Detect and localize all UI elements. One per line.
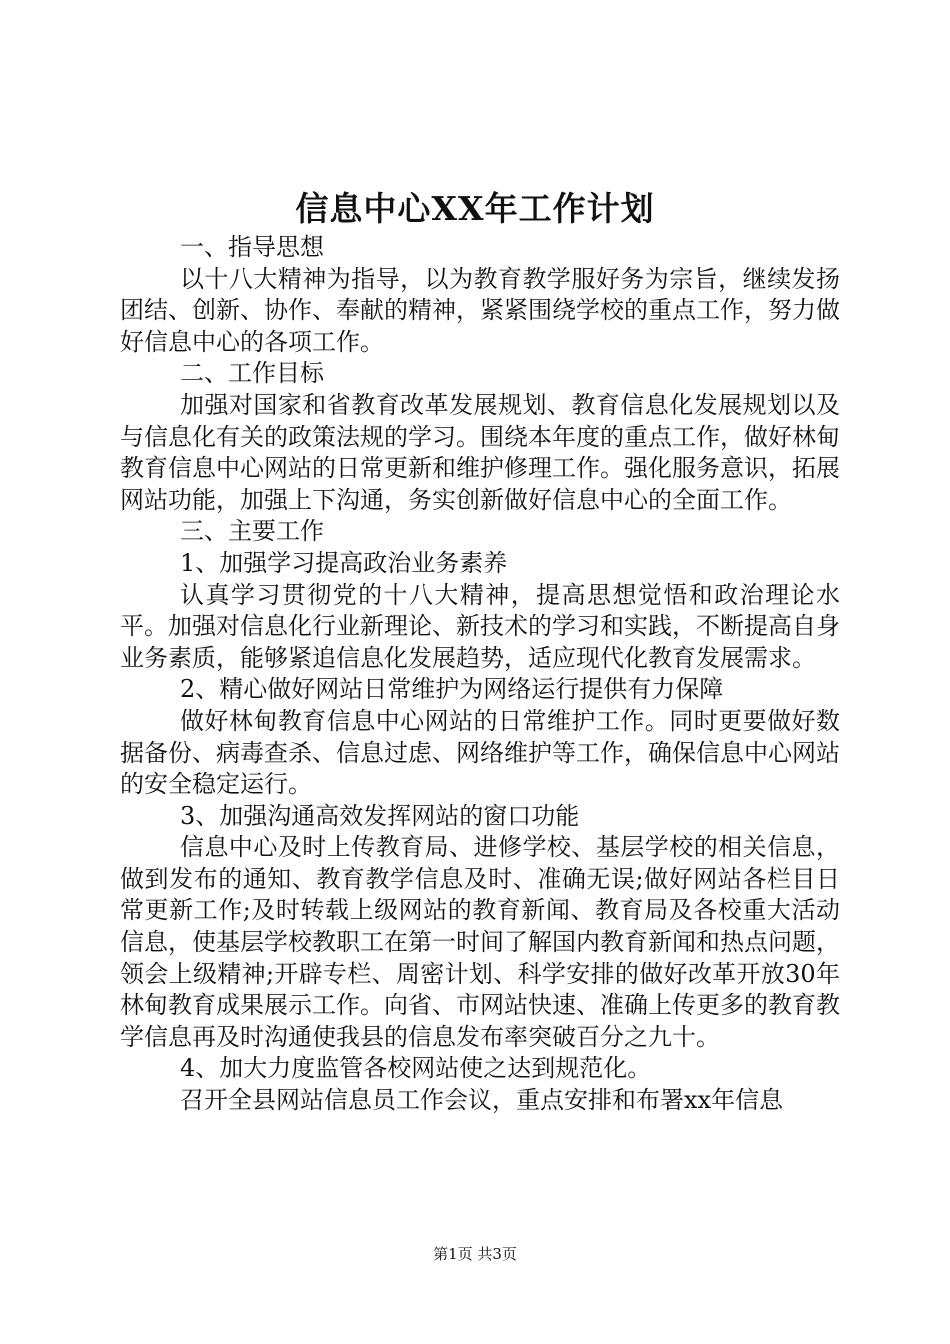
subsection-supervision [120, 1053, 840, 1116]
document-body [120, 232, 840, 1117]
subsection-heading: 3、加强沟通高效发挥网站的窗口功能 [180, 801, 580, 830]
subsection-heading: 4、加大力度监管各校网站使之达到规范化。 [180, 1054, 652, 1083]
body-paragraph: 信息中心及时上传教育局、进修学校、基层学校的相关信息，做到发布的通知、教育教学信息及时、准确无误;做好网站各栏目日常更新工作;及时转载上级网站的教育新闻、教育局及各校重大活动信息，使基层学校教职工在第一时间了解国内教育新闻和热点问题，领会上级精神;开辟专栏、周密计划、科学安排的做好改革开放30年林甸教育成果展示工作。向省、市网站快速、准确上传更多的教育教学信息再及时沟通使我县的信息发布率突破百分之九十。 [120, 833, 840, 1051]
section-heading: 一、指导思想 [180, 233, 324, 261]
body-paragraph: 认真学习贯彻党的十八大精神，提高思想觉悟和政治理论水平。加强对信息化行业新理论、新技术的学习和实践，不断提高自身业务素质，能够紧追信息化发展趋势，适应现代化教育发展需求。 [120, 580, 840, 672]
body-paragraph: 做好林甸教育信息中心网站的日常维护工作。同时更要做好数据备份、病毒查杀、信息过虑、网络维护等工作，确保信息中心网站的安全稳定运行。 [120, 706, 840, 799]
body-paragraph: 加强对国家和省教育改革发展规划、教育信息化发展规划以及与信息化有关的政策法规的学习。围绕本年度的重点工作，做好林甸教育信息中心网站的日常更新和维护修理工作。强化服务意识，拓展网站功能，加强上下沟通，务实创新做好信息中心的全面工作。 [120, 390, 840, 514]
section-heading: 二、工作目标 [180, 359, 324, 388]
subsection-heading: 1、加强学习提高政治业务素养 [180, 548, 508, 577]
subsection-heading: 2、精心做好网站日常维护为网络运行提供有力保障 [180, 675, 724, 704]
page-number-footer: 第1页 共3页 [433, 1245, 517, 1263]
subsection-communication [120, 801, 840, 1054]
section-work-goals [120, 358, 840, 516]
document-title: 信息中心XX年工作计划 [295, 189, 655, 228]
body-paragraph: 召开全县网站信息员工作会议，重点安排和布署xx年信息 [180, 1086, 784, 1115]
section-heading: 三、主要工作 [180, 517, 324, 546]
subsection-website-maintenance [120, 674, 840, 800]
section-main-work [120, 516, 840, 548]
body-paragraph: 以十八大精神为指导，以为教育教学服好务为宗旨，继续发扬团结、创新、协作、奉献的精神，紧紧围绕学校的重点工作，努力做好信息中心的各项工作。 [120, 264, 840, 356]
section-guiding-ideology [120, 232, 840, 358]
subsection-study [120, 548, 840, 674]
